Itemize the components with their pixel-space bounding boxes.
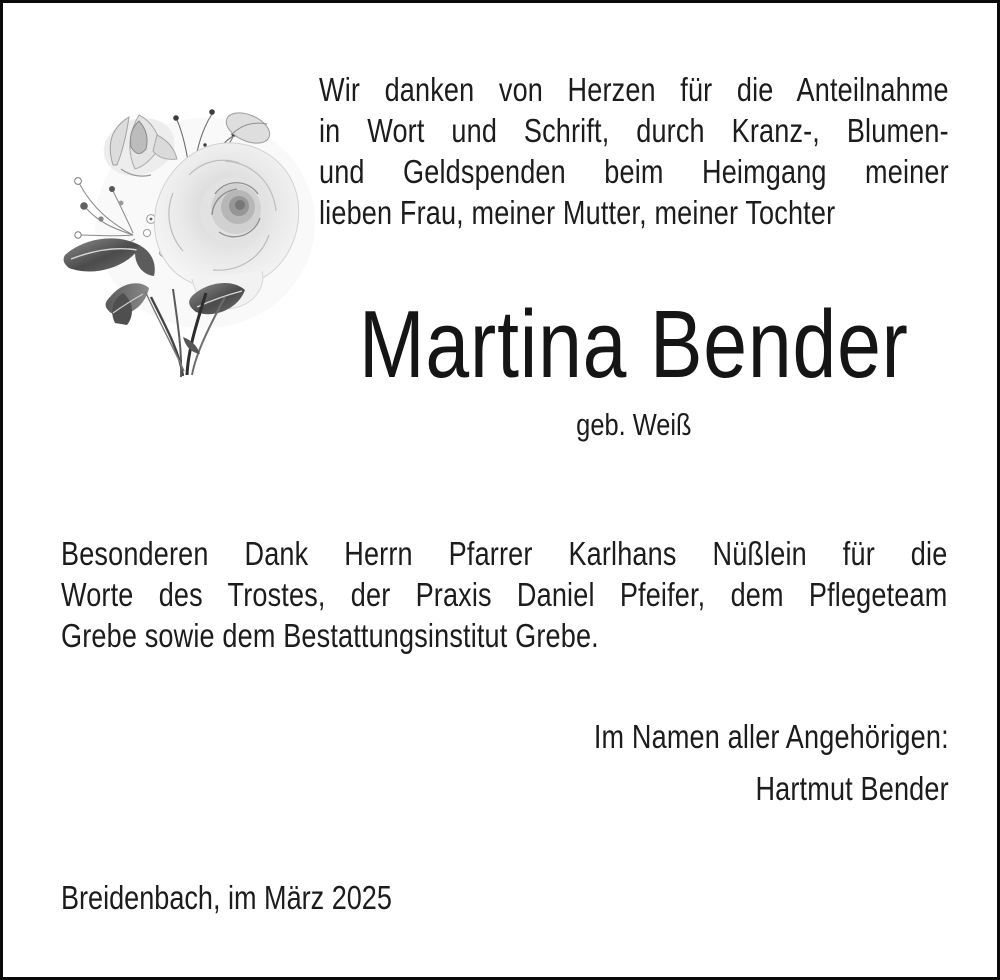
intro-line: Wir danken von Herzen für die Anteilnahme: [319, 71, 949, 108]
thanks-line: Grebe sowie dem Bestattungsinstitut Grebe.: [61, 617, 599, 654]
maiden-name: geb. Weiß: [576, 407, 692, 442]
signature-name: Hartmut Bender: [755, 770, 949, 807]
flower-bouquet-image: [55, 83, 325, 388]
closing-line: Im Namen aller Angehörigen:: [593, 718, 949, 755]
thanks-paragraph: [61, 533, 947, 656]
intro-line: lieben Frau, meiner Mutter, meiner Tochter: [319, 194, 836, 231]
closing-block: [319, 711, 949, 815]
intro-line: in Wort und Schrift, durch Kranz-, Blumen-: [319, 112, 949, 149]
thanks-line: Besonderen Dank Herrn Pfarrer Karlhans Nüßlein für die: [61, 535, 948, 572]
intro-paragraph: [319, 69, 949, 233]
dateline: Breidenbach, im März 2025: [61, 879, 392, 916]
intro-line: und Geldspenden beim Heimgang meiner: [319, 153, 949, 190]
thanks-line: Worte des Trostes, der Praxis Daniel Pfeifer, dem Pflegeteam: [61, 576, 948, 613]
deceased-name: Martina Bender: [359, 291, 909, 398]
